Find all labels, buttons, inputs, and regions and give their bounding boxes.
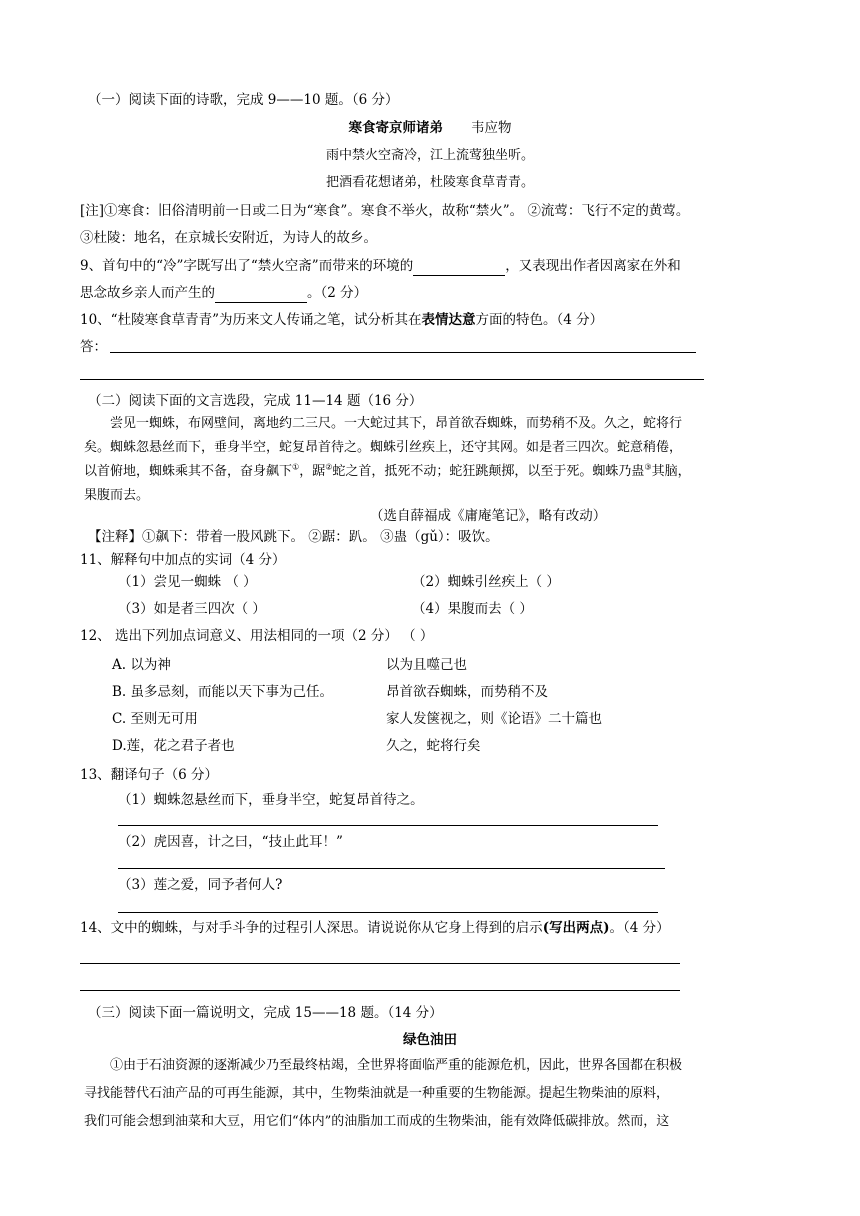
footnote-mark-2: ②: [325, 462, 333, 472]
q11-item-3: （3）如是者三四次（ ）: [118, 601, 266, 617]
q9-text-c: 思念故乡亲人而产生的: [80, 285, 215, 301]
question-11: 11、解释句中加点的实词（4 分）: [80, 552, 286, 568]
q10-text-a: 10、“杜陵寒食草青青”为历来文人传诵之笔，试分析其在: [80, 312, 422, 328]
passage-line-3-c: 蛇之首，抵死不动；蛇狂跳颠掷，以至于死。蜘蛛乃蛊: [332, 464, 645, 479]
section1-header: （一）阅读下面的诗歌，完成 9——10 题。（6 分）: [88, 92, 399, 108]
passage-notes: 【注释】①飙下：带着一股风跳下。 ②踞：趴。 ③蛊（gǔ）：吸饮。: [88, 529, 499, 545]
q11-item-1: （1）尝见一蜘蛛 （ ）: [118, 574, 257, 590]
poem-heading: [0, 118, 860, 138]
q13-answer-line-1[interactable]: [118, 825, 658, 826]
q9-text-b: ，又表现出作者因离家在外和: [505, 258, 681, 274]
q13-answer-line-2[interactable]: [118, 868, 665, 869]
answer-line-1[interactable]: [110, 352, 696, 353]
passage-line-3-a: 以首俯地，蜘蛛乘其不备，奋身飙下: [84, 464, 293, 479]
q13-item-1: （1）蜘蛛忽悬丝而下，垂身半空，蛇复昂首待之。: [118, 792, 424, 808]
q11-item-2: （2）蜘蛛引丝疾上（ ）: [412, 574, 560, 590]
poem-author: 韦应物: [471, 120, 512, 136]
poem-title: 寒食寄京师诸弟: [348, 120, 443, 136]
question-9-line-2: [80, 283, 367, 303]
article-line-1: ①由于石油资源的逐渐减少乃至最终枯竭，全世界将面临严重的能源危机，因此，世界各国都在积极: [110, 1058, 683, 1073]
section2-header: （二）阅读下面的文言选段，完成 11—14 题（16 分）: [88, 393, 423, 409]
q14-text-a: 14、文中的蜘蛛，与对手斗争的过程引人深思。请说说你从它身上得到的启示: [80, 920, 543, 936]
q13-item-2: （2）虎因喜，计之曰，“技止此耳！”: [118, 834, 343, 850]
passage-line-3-b: ，踞: [299, 464, 326, 479]
passage-line-4: 果腹而去。: [84, 488, 150, 503]
passage-source: （选自薛福成《庸庵笔记》，略有改动）: [370, 508, 607, 524]
question-14: [80, 918, 670, 938]
q9-text-a: 9、首句中的“冷”字既写出了“禁火空斋”而带来的环境的: [80, 258, 414, 274]
question-12: 12、 选出下列加点词意义、用法相同的一项（2 分） （ ）: [80, 628, 434, 644]
q13-item-3: （3）莲之爱，同予者何人?: [118, 877, 283, 893]
q9-blank-2[interactable]: [215, 286, 307, 303]
q10-bold: 表情达意: [421, 312, 476, 328]
q12-option-c-right: 家人发箧视之，则《论语》二十篇也: [386, 711, 602, 727]
q12-option-c-left: C. 至则无可用: [112, 711, 198, 727]
poem-line-1: 雨中禁火空斋冷，江上流莺独坐听。: [325, 148, 534, 163]
article-line-2: 寻找能替代石油产品的可再生能源，其中，生物柴油就是一种重要的生物能源。提起生物柴油的原料，: [84, 1086, 670, 1101]
q12-option-a-right: 以为且噬己也: [386, 657, 467, 673]
footnote-mark-1: ①: [292, 462, 300, 472]
passage-line-2: 矣。蜘蛛忽悬丝而下，垂身半空，蛇复昂首待之。蜘蛛引丝疾上，还守其网。如是者三四次。蛇意稍倦，: [84, 440, 683, 455]
passage-line-3: [84, 462, 691, 482]
q12-option-b-left: B. 虽多忌刻，而能以天下事为己任。: [112, 684, 334, 700]
footnote-mark-3: ③: [644, 462, 652, 472]
question-9-line-1: [80, 256, 681, 276]
answer-label: 答：: [80, 339, 107, 355]
answer-line-2[interactable]: [80, 379, 704, 380]
passage-line-1: 尝见一蜘蛛，布网壁间，离地约二三尺。一大蛇过其下，昂首欲吞蜘蛛，而势稍不及。久之，蛇将行: [110, 416, 683, 431]
q9-blank-1[interactable]: [413, 259, 505, 276]
q10-text-b: 方面的特色。（4 分）: [475, 312, 604, 328]
article-title: 绿色油田: [403, 1032, 457, 1048]
q14-answer-line-1[interactable]: [80, 963, 680, 964]
passage-line-3-d: 其脑，: [651, 464, 691, 479]
q14-text-b: 。（4 分）: [609, 920, 670, 936]
q12-option-a-left: A. 以为神: [112, 657, 171, 673]
q13-answer-line-3[interactable]: [118, 912, 658, 913]
article-line-3: 我们可能会想到油菜和大豆，用它们“体内”的油脂加工而成的生物柴油，能有效降低碳排放。然而，这: [84, 1114, 670, 1129]
q14-bold: (写出两点): [542, 920, 610, 936]
q9-text-d: 。（2 分）: [307, 285, 368, 301]
poem-line-2: 把酒看花想诸弟，杜陵寒食草青青。: [325, 175, 534, 190]
q14-answer-line-2[interactable]: [80, 990, 680, 991]
q12-option-d-right: 久之，蛇将行矣: [386, 738, 481, 754]
q11-item-4: （4）果腹而去（ ）: [412, 601, 533, 617]
q12-option-d-left: D.莲，花之君子者也: [112, 738, 235, 754]
poem-note-2: ③杜陵：地名，在京城长安附近，为诗人的故乡。: [80, 230, 377, 246]
question-13: 13、翻译句子（6 分）: [80, 767, 219, 783]
poem-note-1: [注]①寒食：旧俗清明前一日或二日为“寒食”。寒食不举火，故称“禁火”。 ②流莺：飞行不定的黄莺。: [80, 203, 690, 219]
section3-header: （三）阅读下面一篇说明文，完成 15——18 题。（14 分）: [88, 1005, 443, 1021]
q12-option-b-right: 昂首欲吞蜘蛛，而势稍不及: [386, 684, 548, 700]
question-10: [80, 310, 603, 330]
